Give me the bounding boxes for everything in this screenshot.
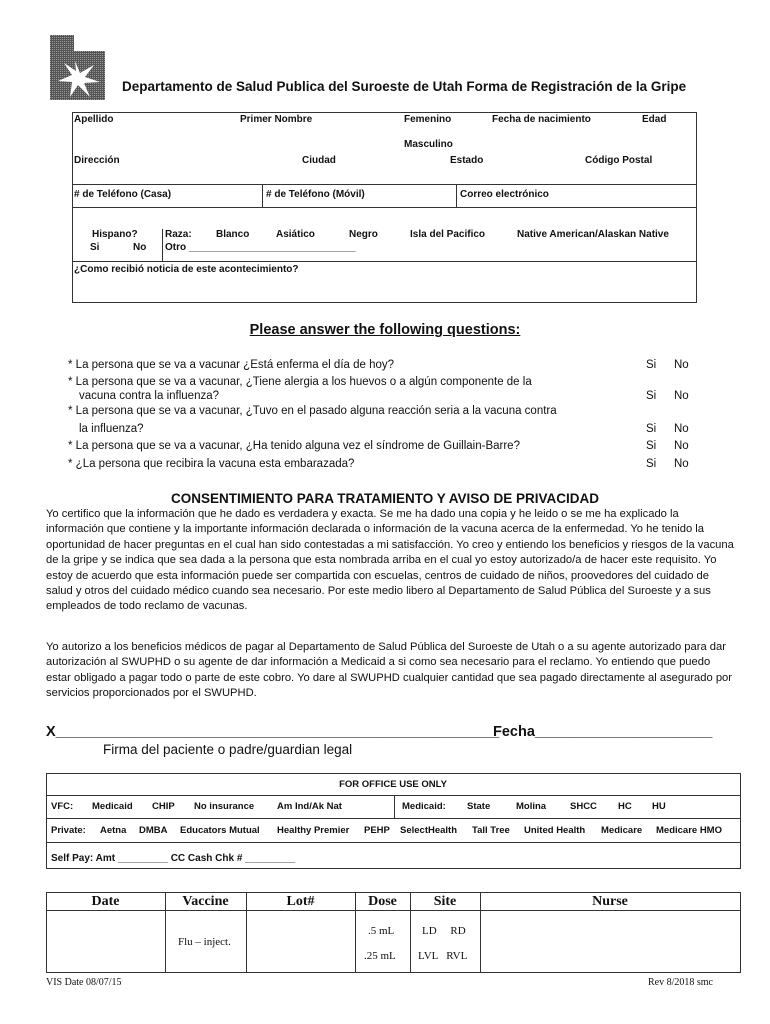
telefono-movil-label: # de Teléfono (Móvil) (266, 189, 365, 200)
medicaid-label: Medicaid: (402, 801, 446, 812)
reg-divider (72, 261, 697, 262)
ciudad-label: Ciudad (302, 155, 336, 166)
consent-paragraph-2: Yo autorizo a los beneficios médicos de pagar al Departamento de Salud Pública del Suroeste de Utah o a su agente autorizado para dar autorización al SWUPHD o su agente de dar información a Medicaid a si como sea necesario para el reclamo. Yo entiendo que puedo estar obligado a pagar todo o parte de este cobro. Yo dare al SWUPHD cualquier cantidad que sea pagado directamente al asegurado por servicios proporcionados por el SWUPHD. (46, 641, 732, 700)
vfc-medicaid-option[interactable]: Medicaid (92, 801, 133, 812)
answer-no[interactable]: No (674, 390, 689, 402)
apellido-label: Apellido (74, 114, 114, 125)
answer-si[interactable]: Si (646, 423, 657, 435)
site-option-vastus[interactable]: LVL RVL (418, 950, 468, 962)
reg-box-right (696, 112, 697, 303)
femenino-label[interactable]: Femenino (404, 114, 452, 125)
answer-si[interactable]: Si (646, 390, 657, 402)
private-united-health-option[interactable]: United Health (524, 825, 586, 836)
raza-isla-option[interactable]: Isla del Pacifico (410, 229, 486, 240)
reg-divider (456, 184, 457, 208)
raza-blanco-option[interactable]: Blanco (216, 229, 250, 240)
edad-label: Edad (642, 114, 667, 125)
direccion-label: Dirección (74, 155, 120, 166)
private-dmba-option[interactable]: DMBA (139, 825, 168, 836)
private-medicare-hmo-option[interactable]: Medicare HMO (656, 825, 722, 836)
answer-si[interactable]: Si (646, 359, 657, 371)
table-header-nurse: Nurse (592, 894, 628, 909)
codigo-postal-label: Código Postal (585, 155, 653, 166)
signature-line[interactable]: X_______________________________________________________ (46, 724, 500, 740)
fecha-nacimiento-label: Fecha de nacimiento (492, 114, 591, 125)
table-header-date: Date (91, 894, 120, 909)
question-pregnant: * ¿La persona que recibira la vacuna esta embarazada? (68, 458, 355, 470)
vfc-chip-option[interactable]: CHIP (152, 801, 175, 812)
hispano-no-option[interactable]: No (133, 242, 147, 253)
raza-negro-option[interactable]: Negro (349, 229, 378, 240)
vfc-am-ind-option[interactable]: Am Ind/Ak Nat (277, 801, 342, 812)
private-medicare-option[interactable]: Medicare (601, 825, 643, 836)
answer-si[interactable]: Si (646, 458, 657, 470)
office-divider (394, 795, 395, 819)
question-allergy-cont: vacuna contra la influenza? (79, 390, 220, 402)
raza-label: Raza: (165, 229, 192, 240)
reg-divider (72, 207, 697, 208)
table-top (46, 892, 741, 893)
raza-otro-field[interactable]: Otro ______________________________ (165, 242, 356, 253)
table-header-vaccine: Vaccine (182, 894, 229, 909)
site-option-deltoid[interactable]: LD RD (422, 925, 466, 937)
signature-caption: Firma del paciente o padre/guardian legal (103, 742, 353, 757)
question-reaction-cont: la influenza? (79, 423, 144, 435)
office-use-header: FOR OFFICE USE ONLY (339, 779, 447, 790)
question-allergy: * La persona que se va a vacunar, ¿Tiene alergia a los huevos o a algún componente de la (68, 376, 532, 388)
hispano-si-option[interactable]: Si (90, 242, 100, 253)
masculino-label[interactable]: Masculino (404, 139, 453, 150)
table-header-lot: Lot# (286, 894, 315, 909)
reg-box-top (72, 112, 697, 113)
dose-option-quarter[interactable]: .25 mL (364, 950, 396, 962)
correo-label: Correo electrónico (460, 189, 549, 200)
office-box-bottom (46, 868, 741, 869)
consent-title: CONSENTIMIENTO PARA TRATAMIENTO Y AVISO DE PRIVACIDAD (170, 491, 600, 506)
answer-no[interactable]: No (674, 440, 689, 452)
medicaid-hc-option[interactable]: HC (618, 801, 632, 812)
private-educators-option[interactable]: Educators Mutual (180, 825, 260, 836)
answer-no[interactable]: No (674, 423, 689, 435)
revision-note: Rev 8/2018 smc (648, 977, 713, 988)
medicaid-state-option[interactable]: State (467, 801, 491, 812)
reg-box-bottom (72, 302, 697, 303)
table-right (740, 892, 741, 973)
private-tall-tree-option[interactable]: Tall Tree (472, 825, 510, 836)
question-guillain-barre: * La persona que se va a vacunar, ¿Ha tenido alguna vez el síndrome de Guillain-Barre? (68, 440, 520, 452)
private-selecthealth-option[interactable]: SelectHealth (400, 825, 458, 836)
noticia-label: ¿Como recibió noticia de este acontecimiento? (74, 264, 299, 275)
private-label: Private: (51, 825, 86, 836)
self-pay-line[interactable]: Self Pay: Amt _________ CC Cash Chk # _________ (51, 853, 296, 864)
questions-title: Please answer the following questions: (249, 322, 521, 338)
reg-box-left (72, 112, 73, 303)
vis-date: VIS Date 08/07/15 (46, 977, 122, 988)
answer-no[interactable]: No (674, 359, 689, 371)
medicaid-molina-option[interactable]: Molina (516, 801, 547, 812)
private-aetna-option[interactable]: Aetna (100, 825, 127, 836)
question-reaction: * La persona que se va a vacunar, ¿Tuvo en el pasado alguna reacción seria a la vacuna contra (68, 405, 557, 417)
vfc-no-insurance-option[interactable]: No insurance (194, 801, 255, 812)
table-header-site: Site (433, 894, 457, 909)
private-healthy-premier-option[interactable]: Healthy Premier (277, 825, 350, 836)
private-pehp-option[interactable]: PEHP (364, 825, 390, 836)
department-logo (50, 35, 105, 100)
office-box-top (46, 773, 741, 774)
table-header-divider (46, 910, 741, 911)
telefono-casa-label: # de Teléfono (Casa) (74, 189, 172, 200)
answer-no[interactable]: No (674, 458, 689, 470)
reg-divider (262, 184, 263, 208)
office-divider (46, 842, 741, 843)
fecha-line[interactable]: Fecha______________________ (493, 724, 713, 740)
primer-nombre-label: Primer Nombre (240, 114, 313, 125)
vaccine-value: Flu – inject. (178, 936, 231, 948)
consent-paragraph-1: Yo certifico que la información que he dado es verdadera y exacta. Se me ha dado una copia y he leido o se me ha explicado la información que contiene y la importante información declarada o información de la vacuna acerca de la enfermedad. Yo he tenido la oportunidad de hacer preguntas en el cual han sido contestadas a mi satisfacción. Yo creo y entiendo los beneficios y riesgos de la vacuna de la gripe y se indica que sea dada a la persona que esta nombrada arriba en el cual yo estoy autorizado/a de hacer este requisito. Yo estoy de acuerdo que esta información puede ser compartida con escuelas, centros de cuidado de niños, proovedores del cuidado de salud y otros del cuidado médico cuando sea necesario. Por este medio libero al Departamento de Salud Pública del Suroeste y a sus empleados de todo reclamo de vacunas. (46, 508, 734, 613)
estado-label: Estado (450, 155, 484, 166)
table-header-dose: Dose (368, 894, 397, 909)
reg-divider (162, 229, 163, 261)
vfc-label: VFC: (51, 801, 74, 812)
dose-option-half[interactable]: .5 mL (368, 925, 395, 937)
question-sick: * La persona que se va a vacunar ¿Está enferma el día de hoy? (68, 359, 395, 371)
form-title: Departamento de Salud Publica del Suroeste de Utah Forma de Registración de la Gripe (122, 79, 687, 94)
medicaid-shcc-option[interactable]: SHCC (570, 801, 597, 812)
raza-native-option[interactable]: Native American/Alaskan Native (517, 229, 669, 240)
hispano-label: Hispano? (92, 229, 138, 240)
medicaid-hu-option[interactable]: HU (652, 801, 666, 812)
reg-divider (72, 184, 697, 185)
raza-asiatico-option[interactable]: Asiático (276, 229, 315, 240)
table-bottom (46, 972, 741, 973)
answer-si[interactable]: Si (646, 440, 657, 452)
